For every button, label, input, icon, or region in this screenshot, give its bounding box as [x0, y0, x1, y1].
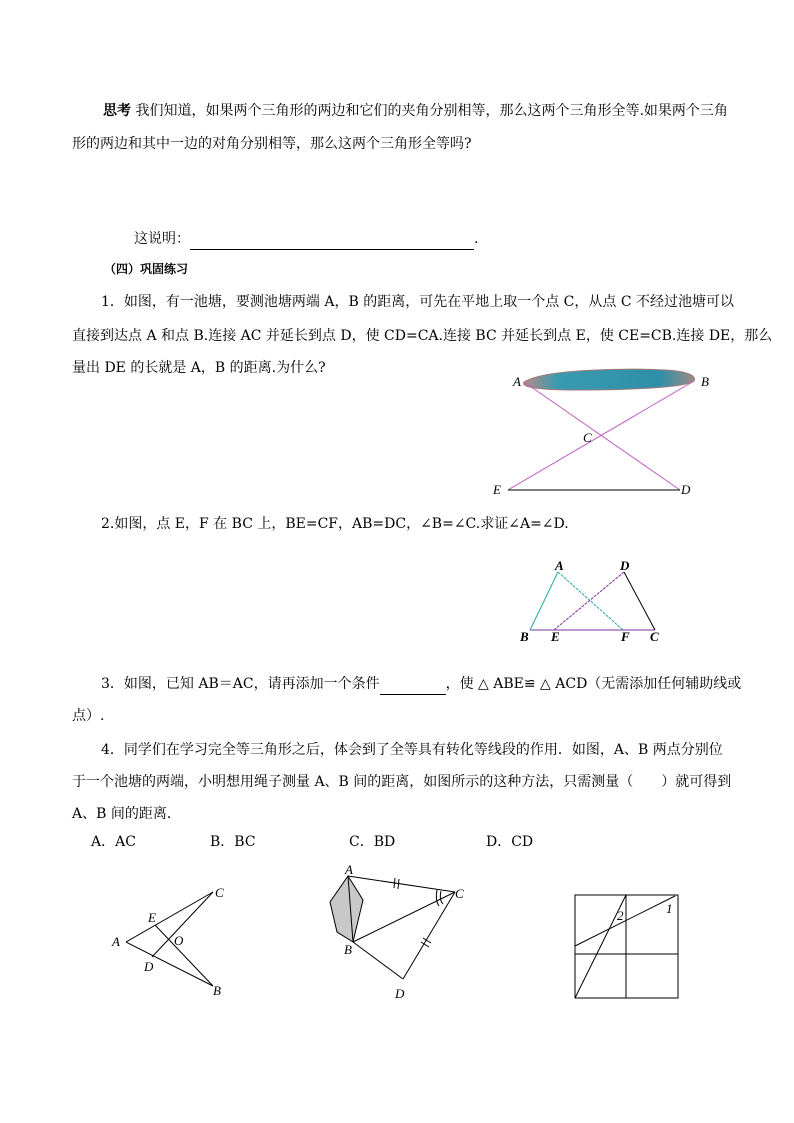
label-F: F [621, 629, 630, 644]
label-C: C [650, 629, 659, 644]
label-B: B [213, 983, 221, 998]
label-B: B [344, 942, 352, 957]
q3-line-1 [101, 674, 741, 695]
explain-prefix: 这说明： [134, 231, 190, 247]
label-E: E [493, 482, 501, 497]
q3-text-a: 3．如图，已知 AB＝AC，请再添加一个条件 [101, 676, 380, 692]
q1-pond-figure [493, 366, 720, 501]
segment-AB [126, 942, 213, 986]
think-tag: 思考 [103, 103, 131, 119]
q4-option-c[interactable]: C．BD [349, 834, 396, 850]
angle-1-label: 1 [666, 901, 673, 916]
explain-suffix: . [474, 231, 479, 247]
tick-AC-2 [398, 879, 399, 889]
label-E: E [148, 910, 156, 925]
q3-line-2: 点）. [72, 708, 105, 724]
angle-arc-1 [436, 890, 439, 906]
q4-option-a[interactable]: A．AC [91, 834, 136, 850]
segment-BD [353, 942, 403, 979]
think-line-1 [103, 101, 728, 121]
diagonal-line-1 [575, 896, 675, 946]
segment-BE [508, 381, 694, 490]
q4-option-d[interactable]: D．CD [486, 834, 534, 850]
label-A: A [555, 558, 564, 573]
q4-option-b[interactable]: B．BC [210, 834, 256, 850]
angle-arc-2 [440, 891, 443, 904]
fig-left-triangles [110, 882, 240, 1000]
segment-DC [624, 572, 655, 630]
explain-line [134, 229, 478, 250]
label-C: C [215, 885, 224, 900]
q4-line-3: A、B 间的距离． [72, 806, 181, 822]
q3-blank[interactable] [380, 674, 446, 695]
q1-line-1: 1．如图，有一池塘，要测池塘两端 A，B 的距离，可先在平地上取一个点 C，从点 C 不经过池塘可以 [101, 294, 734, 310]
segment-AD [524, 382, 680, 490]
label-E: E [551, 629, 560, 644]
section-title: （四）巩固练习 [104, 262, 189, 276]
label-B: B [701, 374, 709, 389]
tick-AC-1 [394, 878, 395, 888]
angle-2-label: 2 [617, 908, 624, 923]
label-C: C [583, 430, 592, 445]
label-D: D [681, 482, 691, 497]
explain-blank[interactable] [190, 229, 474, 250]
pond-shape [524, 369, 695, 390]
label-A: A [345, 862, 353, 877]
segment-AC [126, 892, 213, 942]
label-A: A [112, 934, 120, 949]
pond-shape [330, 876, 363, 942]
q1-line-3: 量出 DE 的长就是 A，B 的距离.为什么? [72, 360, 326, 376]
label-B: B [520, 629, 529, 644]
q4-line-2: 于一个池塘的两端，小明想用绳子测量 A、B 间的距离，如图所示的这种方法，只需测量（ ）就可得到 [72, 774, 732, 790]
segment-AB [530, 572, 558, 630]
label-C: C [455, 886, 464, 901]
think-text-1: 我们知道，如果两个三角形的两边和它们的夹角分别相等，那么这两个三角形全等.如果两个三角 [135, 103, 728, 119]
label-D: D [144, 959, 154, 974]
label-O: O [174, 933, 184, 948]
think-line-2: 形的两边和其中一边的对角分别相等，那么这两个三角形全等吗? [72, 136, 472, 152]
fig-right-grid [570, 890, 685, 1002]
q4-line-1: 4．同学们在学习完全等三角形之后，体会到了全等具有转化等线段的作用．如图，A、B 两点分别位 [101, 742, 723, 758]
segment-EB [155, 925, 213, 986]
label-A: A [513, 374, 521, 389]
q2-figure [515, 560, 665, 645]
label-D: D [395, 986, 405, 1001]
label-D: D [620, 558, 630, 573]
q1-line-2: 直接到达点 A 和点 B.连接 AC 并延长到点 D，使 CD=CA.连接 BC 并延长到点 E，使 CE=CB.连接 DE，那么 [72, 328, 773, 344]
segment-AC [348, 876, 455, 892]
q2-text: 2.如图，点 E，F 在 BC 上，BE=CF，AB=DC，∠B=∠C.求证∠A=∠D. [101, 516, 569, 532]
q3-text-b: ，使 △ ABE≌ △ ACD（无需添加任何辅助线或 [445, 676, 742, 692]
fig-mid-pond [325, 862, 475, 1002]
